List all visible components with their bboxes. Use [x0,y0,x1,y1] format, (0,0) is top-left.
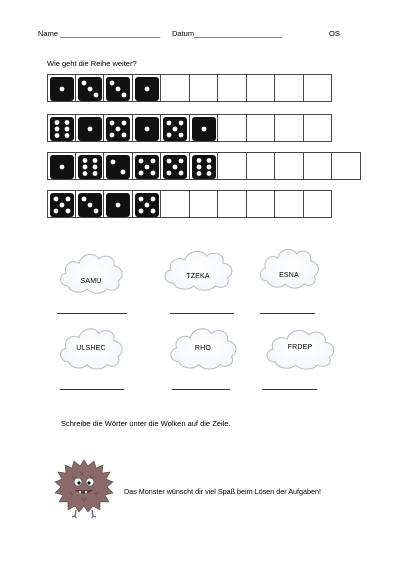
die-face-3 [78,77,102,101]
dice-row [47,152,361,180]
word-cloud [166,320,240,372]
dice-row [47,74,332,102]
die-face-5 [163,155,187,179]
answer-cell[interactable] [161,190,190,218]
die-face-5 [135,155,159,179]
die-cell [161,152,190,180]
answer-cell[interactable] [218,114,247,142]
word-cloud [160,243,236,293]
answer-cell[interactable] [304,74,333,102]
die-face-1 [192,117,216,141]
cloud-word: RHO [194,345,212,352]
die-cell [47,190,76,218]
answer-cell[interactable] [275,74,304,102]
cloud-word: ESNA [279,272,299,279]
die-cell [104,190,133,218]
cloud-word: SAMU [80,278,102,285]
answer-cell[interactable] [161,74,190,102]
die-cell [133,74,162,102]
die-face-1 [135,117,159,141]
die-cell [47,152,76,180]
die-face-3 [106,77,130,101]
die-cell [133,114,162,142]
die-face-5 [163,117,187,141]
die-cell [133,152,162,180]
answer-cell[interactable] [218,152,247,180]
die-cell [161,114,190,142]
die-cell [47,114,76,142]
monster-message: Das Monster wünscht dir viel Spaß beim Lösen der Aufgaben! [124,487,321,496]
answer-cell[interactable] [247,74,276,102]
answer-cell[interactable] [190,74,219,102]
die-face-1 [50,77,74,101]
answer-cell[interactable] [332,152,361,180]
die-face-3 [78,193,102,217]
die-face-2 [106,155,130,179]
die-cell [76,152,105,180]
class-label: OS [329,29,340,38]
answer-cell[interactable] [275,152,304,180]
die-cell [104,152,133,180]
die-cell [76,190,105,218]
answer-cell[interactable] [190,190,219,218]
date-field-label: Datum_____________________ [172,29,282,38]
answer-line[interactable] [60,389,124,390]
answer-cell[interactable] [247,190,276,218]
answer-cell[interactable] [304,152,333,180]
word-cloud [56,320,126,372]
answer-cell[interactable] [304,114,333,142]
die-face-5 [50,193,74,217]
answer-cell[interactable] [275,190,304,218]
die-face-6 [50,117,74,141]
answer-line[interactable] [262,389,317,390]
answer-cell[interactable] [247,114,276,142]
answer-cell[interactable] [304,190,333,218]
task1-instruction: Wie geht die Reihe weiter? [47,59,137,68]
die-cell [76,74,105,102]
die-face-1 [135,77,159,101]
die-face-1 [50,155,74,179]
die-cell [47,74,76,102]
answer-line[interactable] [172,389,230,390]
word-cloud [56,246,126,296]
die-face-5 [135,193,159,217]
die-face-1 [106,193,130,217]
answer-cell[interactable] [275,114,304,142]
name-field-label: Name ________________________ [38,29,161,38]
die-face-6 [192,155,216,179]
cloud-word: TZEKA [186,273,210,280]
answer-cell[interactable] [247,152,276,180]
die-face-5 [106,117,130,141]
die-cell [190,152,219,180]
answer-cell[interactable] [218,74,247,102]
monster-illustration [52,456,116,520]
answer-line[interactable] [260,313,315,314]
task2-instruction: Schreibe die Wörter unter die Wolken auf die Zeile. [61,419,231,428]
answer-line[interactable] [170,313,234,314]
die-cell [76,114,105,142]
cloud-word: FRDEP [287,344,313,351]
word-cloud [262,322,338,372]
die-cell [190,114,219,142]
die-cell [104,114,133,142]
word-cloud [256,241,322,291]
die-cell [133,190,162,218]
cloud-word: ULSHEC [76,345,106,352]
dice-row [47,190,332,218]
dice-row [47,114,332,142]
die-cell [104,74,133,102]
die-face-6 [78,155,102,179]
die-face-1 [78,117,102,141]
answer-line[interactable] [57,313,127,314]
answer-cell[interactable] [218,190,247,218]
